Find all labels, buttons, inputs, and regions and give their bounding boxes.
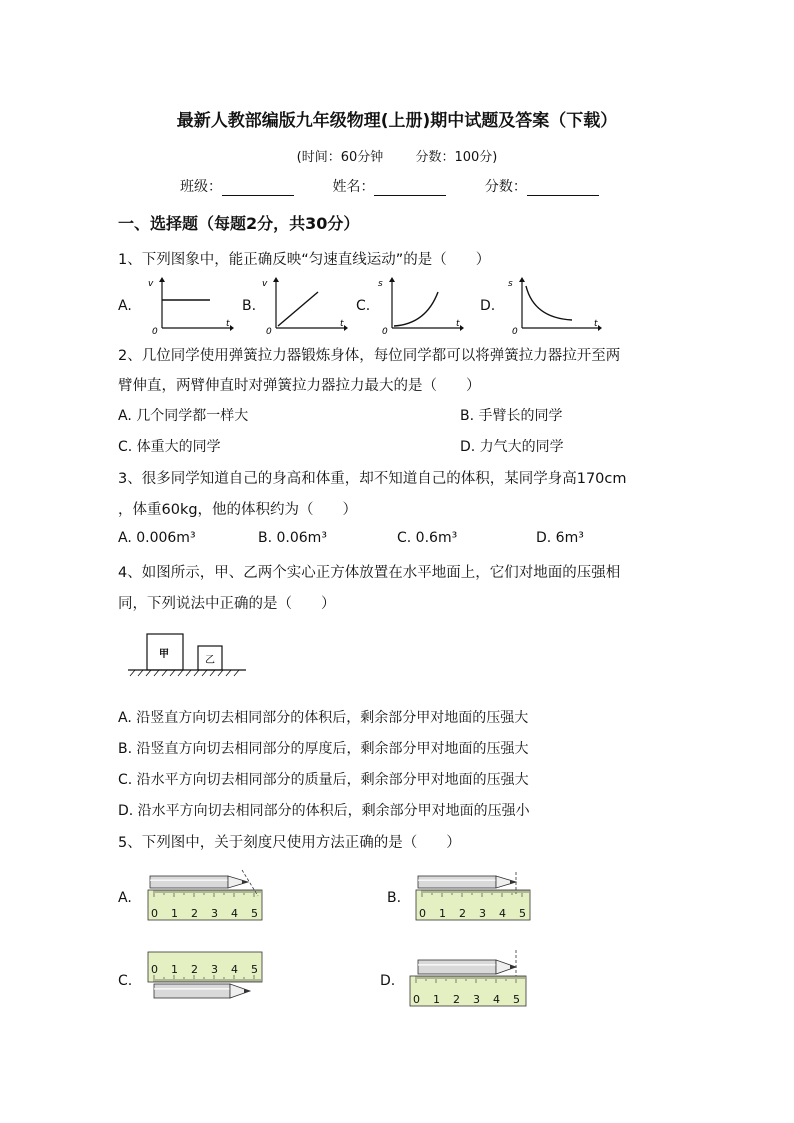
ruler-number: 3: [473, 993, 480, 1006]
q5-figure-b: [414, 864, 534, 924]
q1-b-y-label: v: [262, 279, 268, 289]
ruler-number: 4: [231, 907, 238, 920]
ruler-number: 1: [439, 907, 446, 920]
q1-b-x-label: t: [340, 319, 344, 329]
q1-graph-d: [508, 274, 604, 336]
page-title: 最新人教部编版九年级物理(上册)期中试题及答案（下载）: [176, 111, 618, 131]
ruler-number: 5: [251, 907, 258, 920]
q1-b-origin: 0: [266, 327, 272, 336]
q5-a-ruler: [148, 890, 262, 920]
student-info-row: [180, 176, 633, 196]
ruler-number: 1: [171, 963, 178, 976]
q1-c-y-label: s: [378, 279, 383, 289]
ruler-number: 3: [211, 907, 218, 920]
q2-option-a: A. 几个同学都一样大: [118, 408, 249, 424]
q5-figure-d: [408, 946, 534, 1008]
ruler-number: 1: [171, 907, 178, 920]
q1-stem: 1、下列图象中，能正确反映“匀速直线运动”的是（ ）: [118, 252, 491, 268]
q5-figure-a: [146, 864, 266, 924]
score-blank[interactable]: [527, 181, 599, 196]
q4-stem-line2: 同，下列说法中正确的是（ ）: [118, 596, 336, 612]
block-jia-label: 甲: [159, 649, 169, 660]
q5-a-pencil: [150, 876, 248, 888]
q4-option-b: B. 沿竖直方向切去相同部分的厚度后，剩余部分甲对地面的压强大: [118, 741, 529, 757]
ruler-number: 4: [493, 993, 500, 1006]
ruler-number: 0: [151, 963, 158, 976]
q2-option-d: D. 力气大的同学: [460, 439, 564, 455]
ruler-number: 0: [413, 993, 420, 1006]
q1-option-b-label: B.: [242, 298, 257, 314]
q1-d-y-label: s: [508, 279, 513, 289]
ruler-number: 0: [151, 907, 158, 920]
q5-d-ruler: [410, 976, 526, 1006]
q1-option-d-label: D.: [480, 298, 496, 314]
q3-option-d: D. 6m³: [536, 530, 584, 546]
q5-stem: 5、下列图中，关于刻度尺使用方法正确的是（ ）: [118, 835, 461, 851]
ruler-number: 2: [191, 907, 198, 920]
q4-option-c: C. 沿水平方向切去相同部分的质量后，剩余部分甲对地面的压强大: [118, 772, 529, 788]
ruler-number: 5: [513, 993, 520, 1006]
ruler-number: 2: [191, 963, 198, 976]
q5-b-ruler: [416, 890, 530, 920]
q3-stem-line2: ，体重60kg，他的体积约为（ ）: [118, 502, 358, 518]
exam-total-score: 分数：100分): [415, 150, 498, 165]
q1-c-origin: 0: [382, 327, 388, 336]
class-label: 班级：: [180, 179, 222, 195]
q5-figure-c: [146, 946, 266, 1006]
q5-label-a: A.: [118, 890, 132, 906]
q4-blocks-figure: [126, 630, 250, 678]
q3-stem-line1: 3、很多同学知道自己的身高和体重，却不知道自己的体积，某同学身高170cm: [118, 471, 627, 487]
q5-c-ruler: [148, 952, 262, 982]
q4-option-a: A. 沿竖直方向切去相同部分的体积后，剩余部分甲对地面的压强大: [118, 710, 529, 726]
q1-d-origin: 0: [512, 327, 518, 336]
q2-stem-line2: 臂伸直，两臂伸直时对弹簧拉力器拉力最大的是（ ）: [118, 378, 481, 394]
q2-option-b: B. 手臂长的同学: [460, 408, 563, 424]
ruler-number: 2: [459, 907, 466, 920]
q5-c-pencil: [154, 984, 250, 998]
q1-graph-b: [262, 274, 348, 336]
q5-b-pencil: [418, 876, 516, 888]
q1-option-c-label: C.: [356, 298, 371, 314]
q1-a-y-label: v: [148, 279, 154, 289]
ruler-number: 3: [211, 963, 218, 976]
exam-time: (时间：60分钟: [296, 150, 384, 165]
q5-d-pencil: [418, 960, 516, 974]
exam-time-score: [0, 146, 794, 165]
q5-label-c: C.: [118, 973, 133, 989]
q3-option-c: C. 0.6m³: [397, 530, 458, 546]
name-label: 姓名：: [332, 179, 375, 195]
block-yi-label: 乙: [205, 655, 215, 666]
ruler-number: 4: [231, 963, 238, 976]
q2-option-c: C. 体重大的同学: [118, 439, 221, 455]
q2-stem-line1: 2、几位同学使用弹簧拉力器锻炼身体，每位同学都可以将弹簧拉力器拉开至两: [118, 348, 621, 364]
section-1-title: 一、选择题（每题2分，共30分）: [118, 214, 360, 233]
ruler-number: 2: [453, 993, 460, 1006]
q1-d-x-label: t: [594, 319, 598, 329]
q5-label-b: B.: [387, 890, 402, 906]
score-label: 分数：: [484, 179, 527, 195]
ruler-number: 3: [479, 907, 486, 920]
name-blank[interactable]: [374, 181, 446, 196]
q1-graph-c: [378, 274, 464, 336]
q5-label-d: D.: [380, 973, 396, 989]
ruler-number: 0: [419, 907, 426, 920]
ruler-number: 1: [433, 993, 440, 1006]
q4-stem-line1: 4、如图所示，甲、乙两个实心正方体放置在水平地面上，它们对地面的压强相: [118, 565, 621, 581]
ruler-number: 4: [499, 907, 506, 920]
q4-option-d: D. 沿水平方向切去相同部分的体积后，剩余部分甲对地面的压强小: [118, 803, 530, 819]
q1-option-a-label: A.: [118, 298, 132, 314]
q1-a-origin: 0: [152, 327, 158, 336]
ruler-number: 5: [251, 963, 258, 976]
q1-graph-a: [148, 274, 234, 336]
q3-option-a: A. 0.006m³: [118, 530, 196, 546]
ruler-number: 5: [519, 907, 526, 920]
q1-a-x-label: t: [226, 319, 230, 329]
class-blank[interactable]: [222, 181, 294, 196]
q3-option-b: B. 0.06m³: [258, 530, 327, 546]
q1-c-x-label: t: [456, 319, 460, 329]
